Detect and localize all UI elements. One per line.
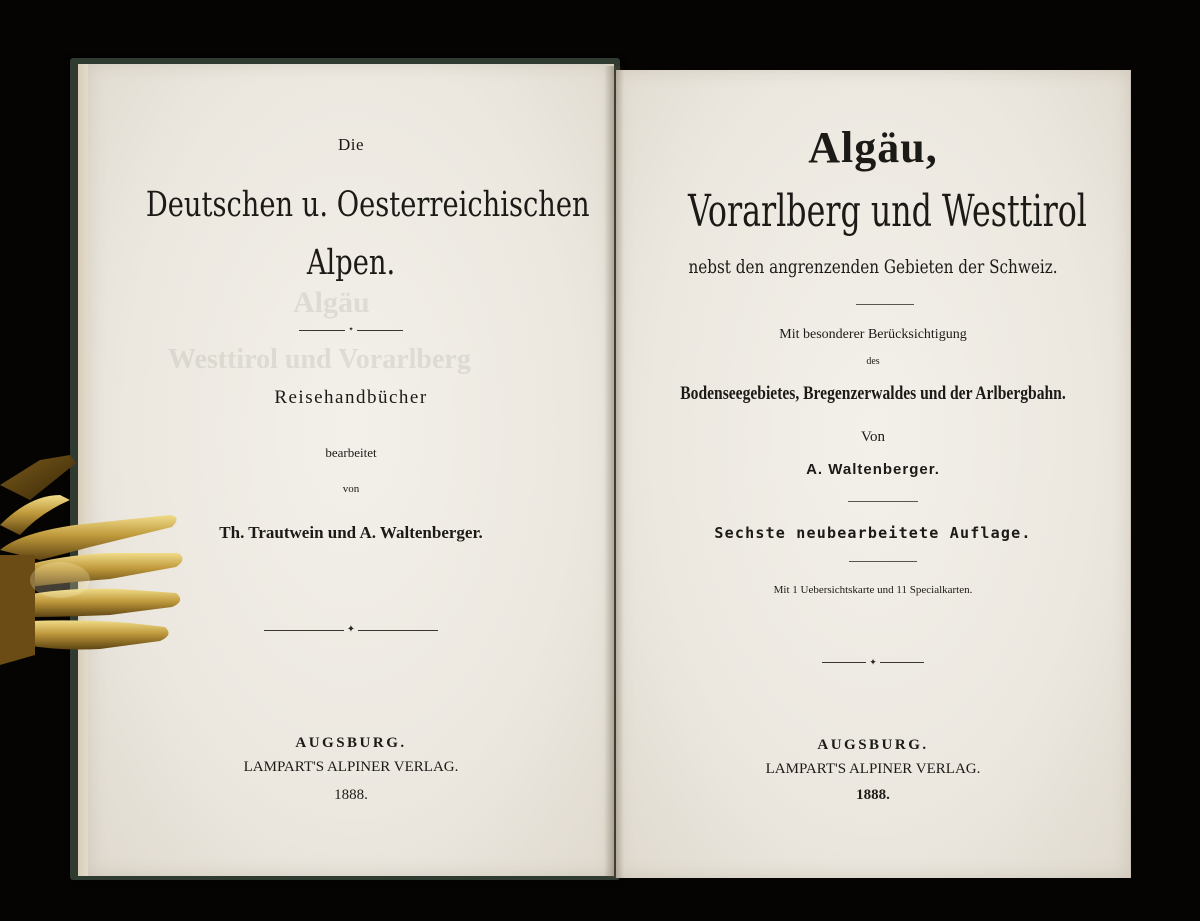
half-title-alpen: Alpen. xyxy=(306,243,396,283)
imprint-publisher: LAMPART'S ALPINER VERLAG. xyxy=(243,759,459,775)
tagline: nebst den angrenzenden Gebieten der Schweiz. xyxy=(688,256,1058,278)
subtitle: Vorarlberg und Westtirol xyxy=(687,186,1087,237)
imprint-city: AUGSBURG. xyxy=(295,735,407,751)
half-title-bearbeitet: bearbeitet xyxy=(325,445,377,460)
show-through-text: Westtirol und Vorarlberg xyxy=(168,344,471,375)
divider-ornament-right: ✦ xyxy=(616,654,1130,667)
rule-2 xyxy=(848,501,918,502)
imprint-year-right: 1888. xyxy=(856,787,890,803)
half-title-die: Die xyxy=(337,135,365,154)
regions-line: Bodenseegebietes, Bregenzerwaldes und der Arlbergbahn. xyxy=(680,383,1066,404)
half-title-reisehandbuecher: Reisehandbücher xyxy=(274,387,428,408)
von-line: Von xyxy=(861,429,885,445)
rule-1 xyxy=(856,304,914,305)
flourish-ornament: ✦ xyxy=(88,622,614,635)
consideration-line: Mit besonderer Berücksichtigung xyxy=(779,327,967,342)
half-title-series: Deutschen u. Oesterreichischen xyxy=(145,185,590,225)
divider-ornament: ✦ xyxy=(88,322,614,335)
show-through-text: Algäu xyxy=(293,286,370,319)
des-line: des xyxy=(866,356,880,367)
imprint-publisher-right: LAMPART'S ALPINER VERLAG. xyxy=(765,761,981,777)
book-gutter xyxy=(604,66,624,878)
brass-hand-icon xyxy=(0,455,190,670)
half-title-von: von xyxy=(342,483,360,495)
edition-line: Sechste neubearbeitete Auflage. xyxy=(714,524,1032,542)
imprint-city-right: AUGSBURG. xyxy=(817,737,929,753)
rule-3 xyxy=(849,561,917,562)
half-title-authors: Th. Trautwein und A. Waltenberger. xyxy=(219,523,483,542)
right-page xyxy=(616,70,1130,878)
imprint-year: 1888. xyxy=(334,787,368,803)
author-line: A. Waltenberger. xyxy=(806,461,940,478)
title: Algäu, xyxy=(808,123,938,172)
maps-line: Mit 1 Uebersichtskarte und 11 Specialkarten. xyxy=(773,584,973,596)
